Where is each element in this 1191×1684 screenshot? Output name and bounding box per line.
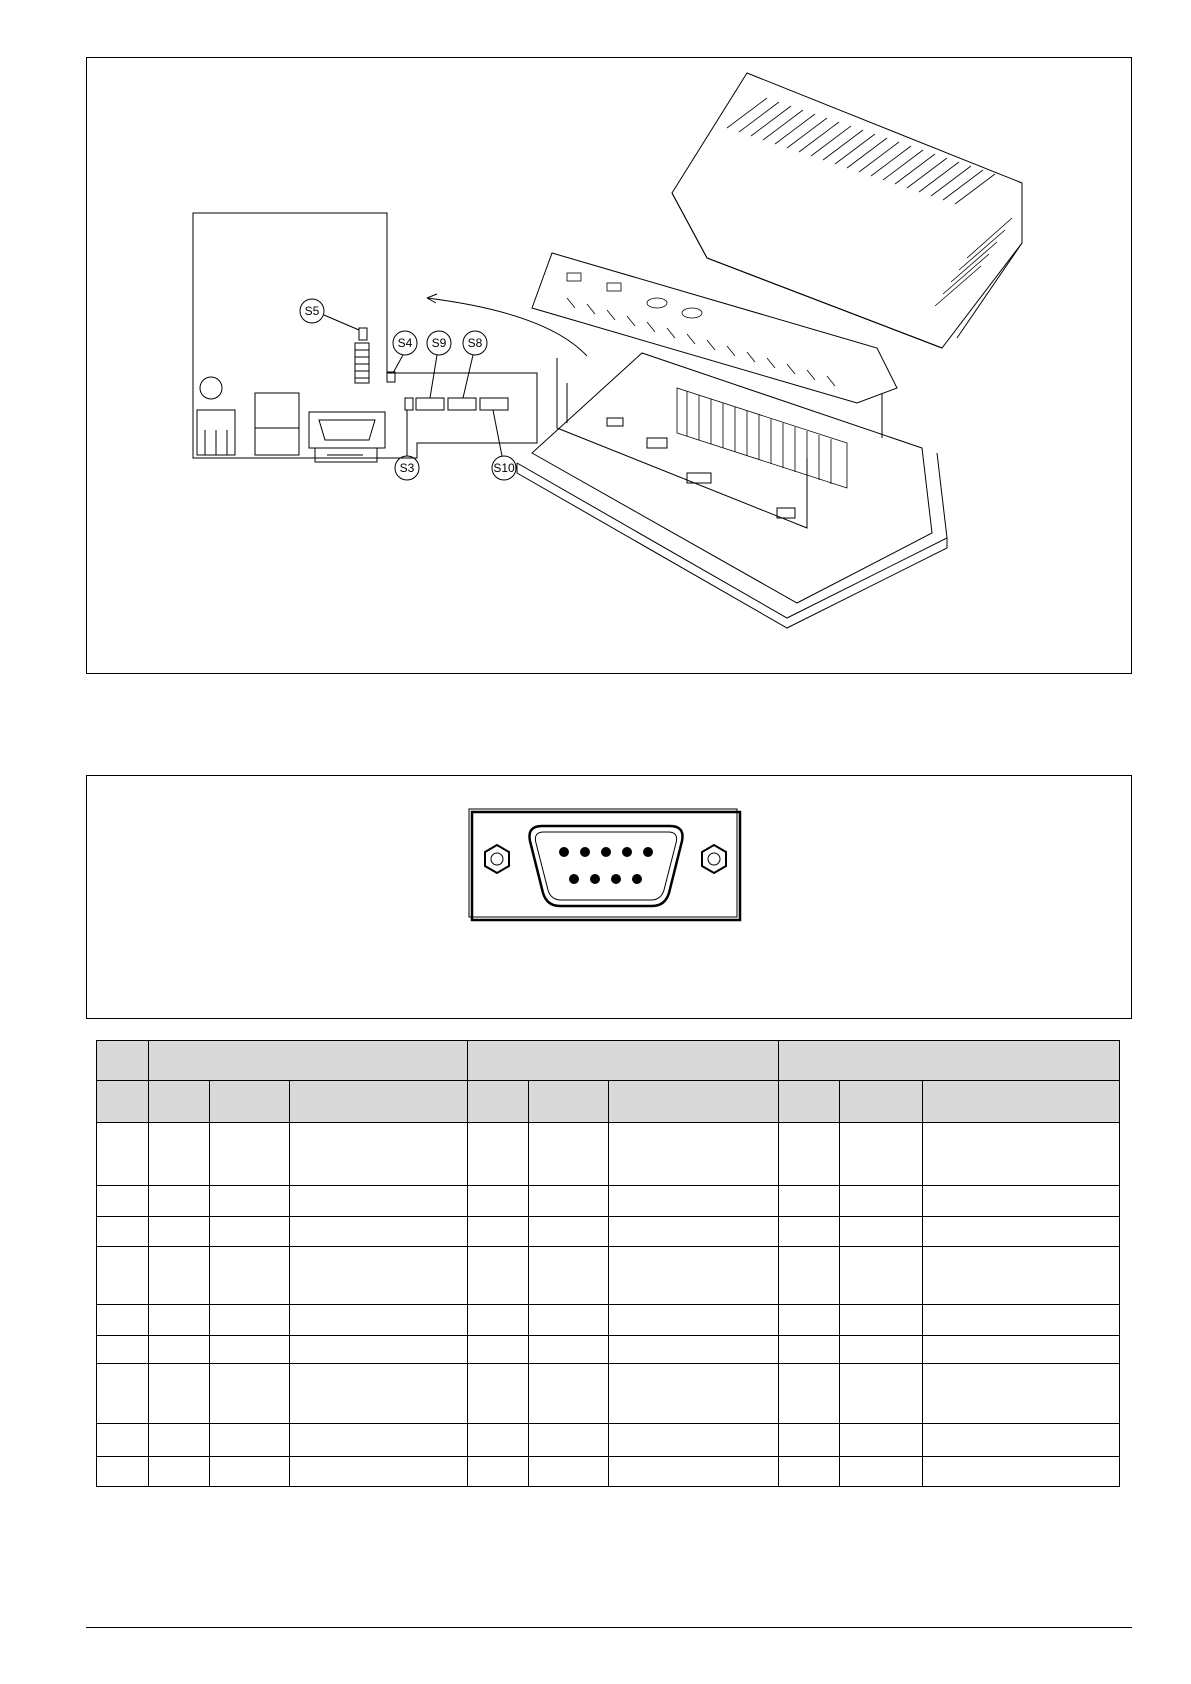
table-cell	[840, 1217, 923, 1247]
mounting-hole	[200, 377, 222, 399]
sub-header-cell	[840, 1081, 923, 1123]
table-cell	[923, 1305, 1120, 1336]
table-cell	[290, 1186, 468, 1217]
table-cell	[779, 1424, 840, 1457]
sub-header-cell	[779, 1081, 840, 1123]
sub-header-cell	[923, 1081, 1120, 1123]
table-cell	[210, 1305, 290, 1336]
table-row	[97, 1186, 1120, 1217]
pin-2	[580, 847, 590, 857]
switch-s5	[359, 328, 367, 340]
device-base	[517, 353, 947, 628]
figure-board-switches	[86, 57, 1132, 674]
table-cell	[149, 1305, 210, 1336]
table-cell	[923, 1336, 1120, 1364]
table-cell	[840, 1305, 923, 1336]
table-cell	[529, 1457, 609, 1487]
table-cell	[609, 1186, 779, 1217]
board-exploded-drawing	[87, 58, 1131, 673]
table-cell	[840, 1364, 923, 1424]
connector-face	[472, 812, 740, 920]
pin-4	[622, 847, 632, 857]
table-cell	[97, 1247, 149, 1305]
table-cell	[529, 1336, 609, 1364]
table-cell	[923, 1247, 1120, 1305]
sub-header-cell	[529, 1081, 609, 1123]
group-header-cell	[97, 1041, 149, 1081]
table-cell	[609, 1424, 779, 1457]
table-cell	[97, 1217, 149, 1247]
table-cell	[97, 1305, 149, 1336]
table-cell	[609, 1217, 779, 1247]
table-cell	[609, 1364, 779, 1424]
table-cell	[779, 1247, 840, 1305]
table-cell	[210, 1247, 290, 1305]
table-cell	[97, 1457, 149, 1487]
table-row	[97, 1457, 1120, 1487]
sub-header-cell	[210, 1081, 290, 1123]
pin-6	[569, 874, 579, 884]
table-row	[97, 1364, 1120, 1424]
table-cell	[529, 1217, 609, 1247]
table-cell	[840, 1123, 923, 1186]
table-cell	[290, 1247, 468, 1305]
table-cell	[529, 1247, 609, 1305]
table-cell	[210, 1457, 290, 1487]
table-cell	[97, 1364, 149, 1424]
switch-s10	[480, 398, 508, 410]
table-cell	[149, 1424, 210, 1457]
table-cell	[529, 1364, 609, 1424]
table-cell	[529, 1424, 609, 1457]
table-cell	[840, 1424, 923, 1457]
table-cell	[97, 1123, 149, 1186]
table-cell	[210, 1336, 290, 1364]
table-cell	[290, 1424, 468, 1457]
table-cell	[149, 1186, 210, 1217]
sub-header-cell	[149, 1081, 210, 1123]
callout-s8: S8	[467, 336, 483, 350]
callout-s9: S9	[431, 336, 447, 350]
table-cell	[923, 1457, 1120, 1487]
table-cell	[97, 1336, 149, 1364]
table-cell	[529, 1186, 609, 1217]
table-cell	[210, 1364, 290, 1424]
rj-connector-2	[255, 393, 299, 455]
pin-assignment-table	[96, 1040, 1120, 1487]
group-header-cell	[779, 1041, 1120, 1081]
table-row	[97, 1123, 1120, 1186]
table-cell	[840, 1336, 923, 1364]
switch-s9	[416, 398, 444, 410]
db9-connector-icon	[87, 776, 1131, 1018]
sub-header-cell	[609, 1081, 779, 1123]
table-cell	[149, 1123, 210, 1186]
table-cell	[468, 1123, 529, 1186]
switch-s8	[448, 398, 476, 410]
table-cell	[468, 1336, 529, 1364]
pin-5	[643, 847, 653, 857]
table-cell	[923, 1424, 1120, 1457]
pin-set	[559, 847, 653, 884]
pin-1	[559, 847, 569, 857]
table-cell	[779, 1123, 840, 1186]
hex-nut-right-icon	[702, 845, 726, 873]
table-cell	[468, 1217, 529, 1247]
table-cell	[609, 1336, 779, 1364]
table-sub-header-row	[97, 1081, 1120, 1123]
table-cell	[923, 1217, 1120, 1247]
table-body	[97, 1123, 1120, 1487]
table-cell	[290, 1336, 468, 1364]
table-cell	[840, 1186, 923, 1217]
table-cell	[779, 1364, 840, 1424]
figure-db9-connector	[86, 775, 1132, 1019]
pin-9	[632, 874, 642, 884]
table-cell	[97, 1424, 149, 1457]
table-cell	[149, 1457, 210, 1487]
table-group-header-row	[97, 1041, 1120, 1081]
pin-8	[611, 874, 621, 884]
table-row	[97, 1305, 1120, 1336]
table-cell	[149, 1336, 210, 1364]
callout-s3: S3	[399, 461, 415, 475]
table-cell	[468, 1247, 529, 1305]
table-cell	[210, 1123, 290, 1186]
switch-block	[355, 343, 369, 383]
sub-header-cell	[468, 1081, 529, 1123]
table-cell	[609, 1305, 779, 1336]
table-cell	[468, 1424, 529, 1457]
table-cell	[609, 1123, 779, 1186]
table-cell	[529, 1305, 609, 1336]
table-cell	[290, 1364, 468, 1424]
table-row	[97, 1247, 1120, 1305]
table-cell	[290, 1123, 468, 1186]
table-cell	[923, 1123, 1120, 1186]
table-cell	[468, 1364, 529, 1424]
table-cell	[609, 1457, 779, 1487]
table-cell	[97, 1186, 149, 1217]
table-row	[97, 1336, 1120, 1364]
table-cell	[468, 1186, 529, 1217]
table-cell	[840, 1247, 923, 1305]
callout-s4: S4	[397, 336, 413, 350]
table-row	[97, 1217, 1120, 1247]
group-header-cell	[468, 1041, 779, 1081]
table-cell	[468, 1457, 529, 1487]
table-row	[97, 1424, 1120, 1457]
table-cell	[210, 1217, 290, 1247]
table-cell	[210, 1186, 290, 1217]
table-cell	[468, 1305, 529, 1336]
table-cell	[529, 1123, 609, 1186]
sub-header-cell	[97, 1081, 149, 1123]
callout-s5: S5	[304, 304, 320, 318]
table-cell	[779, 1186, 840, 1217]
d-shell	[530, 826, 683, 906]
callout-s10: S10	[493, 461, 515, 475]
table-cell	[779, 1217, 840, 1247]
table-cell	[779, 1336, 840, 1364]
hex-nut-left-icon	[485, 845, 509, 873]
table-cell	[290, 1457, 468, 1487]
table-cell	[840, 1457, 923, 1487]
table-cell	[923, 1364, 1120, 1424]
board-db9	[309, 412, 385, 448]
group-header-cell	[149, 1041, 468, 1081]
switch-s3	[405, 398, 413, 410]
table-cell	[779, 1305, 840, 1336]
footer-rule	[86, 1627, 1132, 1628]
table-cell	[609, 1247, 779, 1305]
table-cell	[149, 1247, 210, 1305]
table-cell	[210, 1424, 290, 1457]
table-cell	[290, 1305, 468, 1336]
table-cell	[290, 1217, 468, 1247]
pin-7	[590, 874, 600, 884]
pin-3	[601, 847, 611, 857]
table-cell	[149, 1364, 210, 1424]
table-cell	[779, 1457, 840, 1487]
table-cell	[149, 1217, 210, 1247]
pcb-outline	[193, 213, 537, 458]
sub-header-cell	[290, 1081, 468, 1123]
table-cell	[923, 1186, 1120, 1217]
